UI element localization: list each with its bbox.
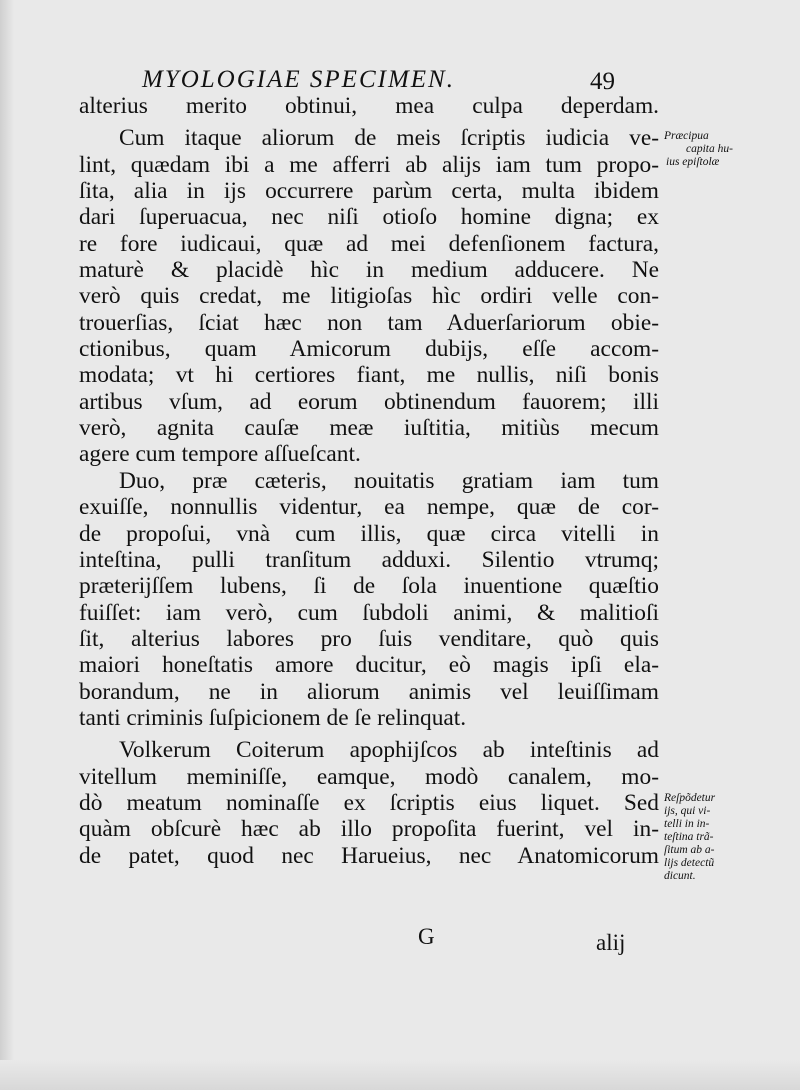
page-bottom-shade <box>0 1060 800 1090</box>
margin-note-line: dicunt. <box>664 870 696 882</box>
text-line: modata; vt hi certiores fiant, me nullis, niſi bonis <box>79 362 659 389</box>
text-line: de propoſui, vnà cum illis, quæ circa vitelli in <box>79 520 659 547</box>
text-line: dari ſuperuacua, nec niſi otioſo homine digna; ex <box>79 204 659 231</box>
margin-note-line: Reſpõdetur <box>664 792 716 804</box>
text-line: borandum, ne in aliorum animis vel leuiſſimam <box>79 678 659 705</box>
text-line: ſita, alia in ijs occurrere parùm certa, multa ibidem <box>79 178 659 205</box>
main-text-block <box>79 93 659 869</box>
text-line: maturè & placidè hìc in medium adducere. Ne <box>79 257 659 284</box>
text-line: verò, agnita cauſæ meæ iuſtitia, mitiùs mecum <box>79 415 659 442</box>
text-line: alterius merito obtinui, mea culpa deperdam. <box>79 93 659 119</box>
page-edge-shadow <box>0 0 14 1090</box>
text-line: vitellum meminiſſe, eamque, modò canalem, mo- <box>79 763 659 790</box>
text-line: præterijſſem lubens, ſi de ſola inuentione quæſtio <box>79 573 659 600</box>
text-line: Cum itaque aliorum de meis ſcriptis iudicia ve- <box>119 125 659 152</box>
margin-note-line: teſtina trã- <box>664 831 714 843</box>
margin-note-line: capita hu- <box>686 143 733 155</box>
text-line: agere cum tempore aſſueſcant. <box>79 441 361 468</box>
text-line: ctionibus, quam Amicorum dubijs, eſſe accom- <box>79 336 659 363</box>
margin-note-line: telli in in- <box>664 818 710 830</box>
text-line: verò quis credat, me litigioſas hìc ordiri velle con- <box>79 283 659 310</box>
text-line: quàm obſcurè hæc ab illo propoſita fuerint, vel in- <box>79 816 659 843</box>
text-line: Volkerum Coiterum apophijſcos ab inteſtinis ad <box>119 737 659 764</box>
margin-note-line: Præcipua <box>664 130 709 142</box>
catchword: alij <box>596 930 626 955</box>
text-line: inteſtina, pulli tranſitum adduxi. Silentio vtrumq; <box>79 546 659 573</box>
text-line: fuiſſet: iam verò, cum ſubdoli animi, & malitioſi <box>79 599 659 626</box>
text-line: exuiſſe, nonnullis videntur, ea nempe, quæ de cor- <box>79 494 659 521</box>
margin-note-line: ſitum ab a- <box>664 844 715 856</box>
text-line: de patet, quod nec Harueius, nec Anatomicorum <box>79 842 659 869</box>
text-line: Duo, præ cæteris, nouitatis gratiam iam tum <box>119 467 659 494</box>
margin-note-line: lijs detectũ <box>664 857 715 869</box>
text-line: tanti criminis ſuſpicionem de ſe relinquat. <box>79 704 467 731</box>
text-line: ſit, alterius labores pro ſuis venditare, quò quis <box>79 625 659 652</box>
running-title: MYOLOGIAE SPECIMEN. <box>142 66 455 93</box>
margin-note-line: ijs, qui vi- <box>664 805 711 817</box>
text-line: dò meatum nominaſſe ex ſcriptis eius liquet. Sed <box>79 789 659 816</box>
text-line: artibus vſum, ad eorum obtinendum fauorem; illi <box>79 388 659 415</box>
signature-mark: G <box>418 924 435 949</box>
margin-note-response <box>664 792 715 883</box>
text-line: lint, quædam ibi a me afferri ab alijs iam tum propo- <box>79 151 659 178</box>
margin-note-summary <box>664 130 733 169</box>
page-number: 49 <box>590 68 615 95</box>
text-line: re fore iudicaui, quæ ad mei defenſionem factura, <box>79 230 659 257</box>
text-line: trouerſias, ſciat hæc non tam Aduerſariorum obie- <box>79 309 659 336</box>
margin-note-line: ius epiſtolæ <box>666 156 720 168</box>
text-line: maiori honeſtatis amore ducitur, eò magis ipſi ela- <box>79 652 659 679</box>
